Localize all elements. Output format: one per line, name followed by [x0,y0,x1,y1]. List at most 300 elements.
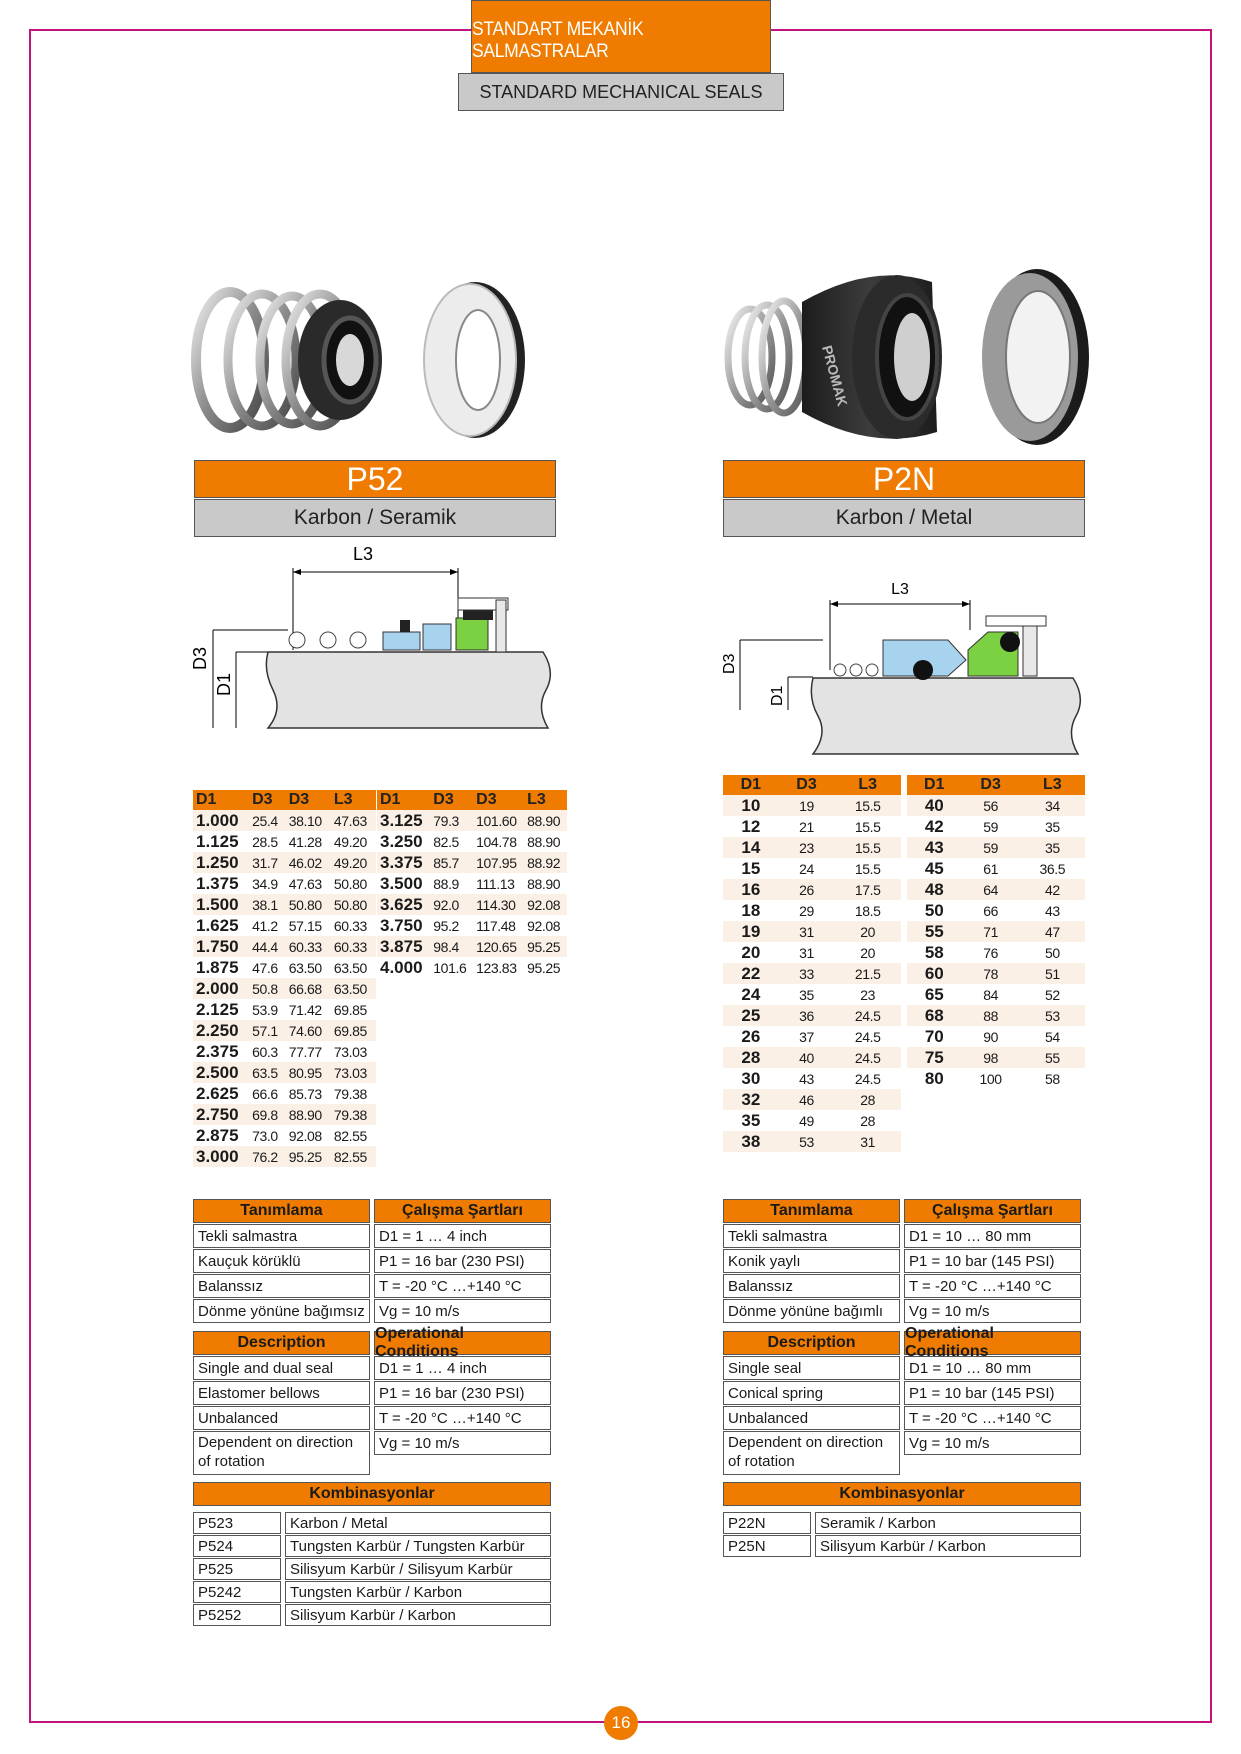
table-cell: 28 [834,1089,901,1110]
table-cell: 10 [723,795,779,816]
p2n-tanimlama-item: Konik yaylı [723,1249,900,1273]
table-row [193,1125,376,1146]
table-row [907,1026,1085,1047]
col-header: D3 [779,775,835,795]
table-cell: 1.875 [196,957,239,977]
table-cell: 95.25 [527,959,561,976]
p2n-kombinasyon-header: Kombinasyonlar [723,1482,1081,1506]
table-cell: 79.3 [430,810,473,831]
table-cell: 68 [907,1005,962,1026]
p2n-material: Karbon / Metal [723,499,1085,537]
table-cell: 4.000 [380,957,423,977]
table-cell: 60.3 [252,1043,278,1060]
table-cell: 40 [779,1047,835,1068]
table-cell: 111.13 [476,875,515,892]
col-header: D3 [962,775,1020,795]
table-row [907,900,1085,921]
table-cell: 70 [924,1026,944,1046]
table-row [907,816,1085,837]
table-cell: 98.4 [430,936,473,957]
table-row [723,837,901,858]
table-cell: 71 [962,921,1020,942]
p2n-tanimlama-header: Tanımlama [723,1199,900,1223]
col-header: D3 [249,790,286,810]
header-title-en: STANDARD MECHANICAL SEALS [458,73,784,111]
table-cell: 3.375 [377,852,430,873]
table-row [723,900,901,921]
p2n-calisma-item: D1 = 10 … 80 mm [904,1224,1081,1248]
p52-d1-label: D1 [214,672,234,696]
table-cell: 45 [924,858,944,878]
table-row [193,1062,376,1083]
p2n-calisma-item: P1 = 10 bar (145 PSI) [904,1249,1081,1273]
table-row [907,921,1085,942]
table-cell: 66.68 [286,978,331,999]
header-title-tr: STANDART MEKANİK SALMASTRALAR [471,0,771,73]
table-cell: 1.125 [196,831,239,851]
table-cell: 63.50 [288,959,322,976]
table-cell: 88.90 [524,810,567,831]
table-cell: 3.250 [380,831,423,851]
table-cell: 88.9 [433,875,459,892]
table-cell: 50.80 [331,894,376,915]
table-cell: 47.63 [331,810,376,831]
table-row [723,963,901,984]
p52-calisma-header: Çalışma Şartları [374,1199,551,1223]
table-row [907,879,1085,900]
table-cell: 28 [860,1112,876,1129]
table-cell: 17.5 [834,879,901,900]
table-row [723,795,901,816]
table-cell: 92.08 [527,917,561,934]
table-row [723,942,901,963]
table-cell: 104.78 [476,833,517,850]
table-cell: 38.10 [286,810,331,831]
table-cell: 77.77 [288,1043,322,1060]
table-cell: 1.375 [196,873,239,893]
table-cell: 65 [924,984,944,1004]
table-cell: 85.73 [288,1085,322,1102]
table-cell: 76.2 [249,1146,286,1167]
table-cell: 63.5 [249,1062,286,1083]
p52-tanimlama-item: Balanssız [193,1274,370,1298]
table-cell: 120.65 [473,936,524,957]
table-cell: 48 [907,879,962,900]
p52-calisma-item: Vg = 10 m/s [374,1299,551,1323]
p52-description-header: Description [193,1331,370,1355]
table-row [193,873,376,894]
table-cell: 50.80 [333,875,367,892]
table-cell: 43 [799,1070,814,1087]
table-cell: 2.500 [193,1062,249,1083]
table-cell: 18.5 [854,902,881,919]
col-header: L3 [331,790,376,810]
table-cell: 31 [799,944,814,961]
p2n-operational-header: Operational Conditions [904,1331,1081,1355]
p52-material: Karbon / Seramik [194,499,556,537]
table-row [193,1020,376,1041]
table-cell: 46 [779,1089,835,1110]
col-header: D3 [430,790,473,810]
table-cell: 123.83 [476,959,517,976]
page-number: 16 [604,1706,638,1740]
table-cell: 66 [983,902,998,919]
table-cell: 50 [924,900,944,920]
table-cell: 107.95 [473,852,524,873]
table-cell: 47.63 [288,875,322,892]
table-cell: 24 [799,860,814,877]
p52-operational-item: P1 = 16 bar (230 PSI) [374,1381,551,1405]
table-cell: 43 [907,837,962,858]
table-cell: 34.9 [252,875,278,892]
table-cell: 66.6 [252,1085,278,1102]
table-cell: 61 [983,860,998,877]
table-cell: 26 [741,1026,761,1046]
table-cell: 55 [907,921,962,942]
table-row [193,852,376,873]
table-cell: 50.8 [249,978,286,999]
table-cell: 92.08 [524,894,567,915]
table-cell: 59 [962,837,1020,858]
p52-operational-item: D1 = 1 … 4 inch [374,1356,551,1380]
p52-description-item: Dependent on direction of rotation [193,1431,370,1475]
p2n-description-item: Unbalanced [723,1406,900,1430]
table-cell: 64 [962,879,1020,900]
table-row [723,1089,901,1110]
table-cell: 1.500 [193,894,249,915]
p2n-kombinasyon-material: Seramik / Karbon [815,1512,1081,1534]
table-cell: 63.50 [331,978,376,999]
p2n-l3-label: L3 [891,581,909,598]
table-row [907,837,1085,858]
table-cell: 74.60 [286,1020,331,1041]
table-cell: 50.80 [286,894,331,915]
p2n-description-item: Dependent on direction of rotation [723,1431,900,1475]
table-cell: 2.250 [193,1020,249,1041]
p52-description-item: Elastomer bellows [193,1381,370,1405]
table-row [193,999,376,1020]
table-row [723,879,901,900]
table-cell: 2.750 [193,1104,249,1125]
table-cell: 20 [741,942,761,962]
p52-kombinasyon-code: P524 [193,1535,281,1557]
table-row [193,957,376,978]
col-header: D1 [377,790,430,810]
table-cell: 3.500 [380,873,423,893]
table-cell: 58 [1044,1070,1060,1087]
table-cell: 75 [907,1047,962,1068]
table-cell: 19 [779,795,835,816]
table-cell: 78 [962,963,1020,984]
table-cell: 22 [723,963,779,984]
p52-tanimlama-item: Kauçuk körüklü [193,1249,370,1273]
table-cell: 114.30 [473,894,524,915]
p52-name: P52 [194,460,556,498]
table-cell: 21.5 [834,963,901,984]
table-cell: 95.2 [433,917,459,934]
table-cell: 57.1 [249,1020,286,1041]
table-cell: 33 [779,963,835,984]
table-cell: 14 [723,837,779,858]
table-cell: 23 [779,837,835,858]
p52-kombinasyon-material: Silisyum Karbür / Silisyum Karbür [285,1558,551,1580]
table-cell: 24.5 [854,1028,881,1045]
table-cell: 21 [799,818,814,835]
p52-product-photo [190,280,550,450]
table-row [377,810,567,831]
table-cell: 82.55 [333,1127,367,1144]
table-row [723,1005,901,1026]
table-cell: 20 [860,944,876,961]
table-cell: 69.8 [249,1104,286,1125]
table-cell: 47 [1020,921,1085,942]
table-cell: 53 [1020,1005,1085,1026]
table-cell: 84 [983,986,998,1003]
table-cell: 3.875 [377,936,430,957]
p2n-d3-label: D3 [721,653,738,674]
p2n-tanimlama-item: Balanssız [723,1274,900,1298]
table-row [193,915,376,936]
table-cell: 15.5 [854,818,881,835]
table-cell: 42 [924,816,944,836]
table-cell: 79.38 [333,1085,367,1102]
p52-cross-section-diagram [188,540,558,760]
table-cell: 23 [860,986,876,1003]
table-cell: 101.6 [433,959,467,976]
table-row [723,1068,901,1089]
p52-calisma-item: P1 = 16 bar (230 PSI) [374,1249,551,1273]
p2n-calisma-item: Vg = 10 m/s [904,1299,1081,1323]
p2n-kombinasyon-code: P25N [723,1535,811,1557]
table-cell: 24 [741,984,761,1004]
table-cell: 49 [799,1112,814,1129]
p2n-calisma-header: Çalışma Şartları [904,1199,1081,1223]
table-row [377,894,567,915]
table-cell: 117.48 [476,917,516,934]
col-header: D3 [473,790,524,810]
table-cell: 95.25 [286,1146,331,1167]
table-cell: 15.5 [854,860,881,877]
p52-kombinasyon-material: Karbon / Metal [285,1512,551,1534]
table-cell: 90 [983,1028,998,1045]
table-cell: 69.85 [333,1001,367,1018]
table-row [907,1047,1085,1068]
table-cell: 2.000 [193,978,249,999]
table-cell: 60.33 [331,936,376,957]
table-cell: 28.5 [252,833,278,850]
p2n-description-header: Description [723,1331,900,1355]
p2n-calisma-item: T = -20 °C …+140 °C [904,1274,1081,1298]
table-cell: 2.875 [196,1125,239,1145]
table-cell: 29 [799,902,814,919]
table-cell: 88.90 [527,833,561,850]
col-header: L3 [1020,775,1085,795]
table-row [193,1104,376,1125]
p2n-description-item: Conical spring [723,1381,900,1405]
p2n-description-item: Single seal [723,1356,900,1380]
table-row [193,1146,376,1167]
p52-kombinasyon-material: Silisyum Karbür / Karbon [285,1604,551,1626]
table-cell: 59 [983,818,998,835]
table-cell: 69.85 [331,1020,376,1041]
p52-dimension-table-right [377,790,567,978]
table-cell: 76 [983,944,998,961]
table-cell: 35 [741,1110,761,1130]
table-cell: 36.5 [1039,860,1066,877]
table-cell: 82.5 [433,833,459,850]
table-cell: 92.0 [430,894,473,915]
col-header: L3 [834,775,901,795]
p2n-operational-item: P1 = 10 bar (145 PSI) [904,1381,1081,1405]
table-cell: 56 [962,795,1020,816]
p2n-dimension-table-right [907,775,1085,1089]
table-row [907,858,1085,879]
table-cell: 31 [779,921,835,942]
table-cell: 3.625 [377,894,430,915]
table-row [193,936,376,957]
table-row [193,1083,376,1104]
table-cell: 88.92 [524,852,567,873]
table-cell: 24.5 [834,1005,901,1026]
table-row [193,831,376,852]
table-cell: 3.125 [377,810,430,831]
table-cell: 12 [741,816,761,836]
col-header: D3 [286,790,331,810]
table-cell: 31 [834,1131,901,1152]
table-cell: 42 [1020,879,1085,900]
table-cell: 35 [1020,837,1085,858]
table-cell: 71.42 [288,1001,322,1018]
col-header: D1 [723,775,779,795]
table-cell: 35 [799,986,814,1003]
p2n-kombinasyon-code: P22N [723,1512,811,1534]
p52-kombinasyon-material: Tungsten Karbür / Tungsten Karbür [285,1535,551,1557]
table-cell: 60.33 [286,936,331,957]
table-cell: 2.625 [196,1083,239,1103]
table-row [723,858,901,879]
table-cell: 88 [962,1005,1020,1026]
table-row [723,1026,901,1047]
table-cell: 34 [1020,795,1085,816]
table-cell: 40 [907,795,962,816]
table-cell: 19 [723,921,779,942]
p52-operational-header: Operational Conditions [374,1331,551,1355]
table-cell: 43 [1044,902,1060,919]
table-row [907,984,1085,1005]
p52-tanimlama-header: Tanımlama [193,1199,370,1223]
p2n-operational-item: Vg = 10 m/s [904,1431,1081,1455]
table-cell: 60.33 [333,917,367,934]
p52-tanimlama-item: Dönme yönüne bağımsız [193,1299,370,1323]
table-cell: 80 [924,1068,944,1088]
p52-kombinasyon-code: P525 [193,1558,281,1580]
table-row [377,852,567,873]
table-cell: 82.55 [331,1146,376,1167]
table-row [723,1110,901,1131]
table-cell: 24.5 [854,1070,881,1087]
table-cell: 41.2 [252,917,278,934]
p52-kombinasyon-header: Kombinasyonlar [193,1482,551,1506]
table-cell: 73.03 [331,1062,376,1083]
table-cell: 46.02 [286,852,331,873]
p2n-operational-item: T = -20 °C …+140 °C [904,1406,1081,1430]
p52-kombinasyon-code: P5242 [193,1581,281,1603]
table-cell: 95.25 [524,936,567,957]
p52-calisma-item: D1 = 1 … 4 inch [374,1224,551,1248]
table-cell: 57.15 [288,917,322,934]
p2n-cross-section-diagram [718,570,1088,760]
p52-d3-label: D3 [190,646,210,670]
p2n-tanimlama-item: Dönme yönüne bağımlı [723,1299,900,1323]
table-cell: 100 [979,1070,1002,1087]
promak-logo: PROMAK [819,343,851,408]
table-cell: 38 [723,1131,779,1152]
table-cell: 80.95 [286,1062,331,1083]
table-cell: 49.20 [331,852,376,873]
p52-kombinasyon-code: P5252 [193,1604,281,1626]
table-cell: 51 [1020,963,1085,984]
table-row [723,816,901,837]
table-row [377,957,567,978]
table-cell: 24.5 [834,1047,901,1068]
table-cell: 20 [834,921,901,942]
p52-operational-item: T = -20 °C …+140 °C [374,1406,551,1430]
table-cell: 54 [1044,1028,1060,1045]
table-cell: 16 [723,879,779,900]
p52-dimension-table-left [193,790,376,1167]
p2n-d1-label: D1 [769,685,786,706]
table-cell: 73.03 [333,1043,367,1060]
table-cell: 85.7 [430,852,473,873]
table-row [193,810,376,831]
table-row [193,894,376,915]
table-cell: 1.625 [196,915,239,935]
col-header: L3 [524,790,567,810]
table-row [723,1047,901,1068]
table-cell: 15.5 [834,837,901,858]
table-cell: 92.08 [288,1127,322,1144]
table-cell: 15 [741,858,761,878]
table-cell: 88.90 [527,875,561,892]
table-cell: 41.28 [288,833,322,850]
table-cell: 44.4 [249,936,286,957]
p2n-kombinasyon-material: Silisyum Karbür / Karbon [815,1535,1081,1557]
table-cell: 53.9 [252,1001,278,1018]
table-cell: 18 [741,900,761,920]
table-cell: 31.7 [249,852,286,873]
table-cell: 50 [1044,944,1060,961]
table-cell: 63.50 [333,959,367,976]
table-cell: 30 [741,1068,761,1088]
table-cell: 52 [1044,986,1060,1003]
table-cell: 73.0 [252,1127,278,1144]
table-cell: 32 [723,1089,779,1110]
p2n-operational-item: D1 = 10 … 80 mm [904,1356,1081,1380]
table-cell: 1.250 [193,852,249,873]
table-row [377,873,567,894]
p52-description-item: Single and dual seal [193,1356,370,1380]
table-cell: 25.4 [249,810,286,831]
table-cell: 36 [779,1005,835,1026]
p52-l3-label: L3 [352,544,374,564]
table-cell: 28 [723,1047,779,1068]
table-row [377,936,567,957]
table-row [907,795,1085,816]
p52-description-item: Unbalanced [193,1406,370,1430]
table-row [723,921,901,942]
table-cell: 55 [1020,1047,1085,1068]
p2n-product-photo [722,262,1092,452]
